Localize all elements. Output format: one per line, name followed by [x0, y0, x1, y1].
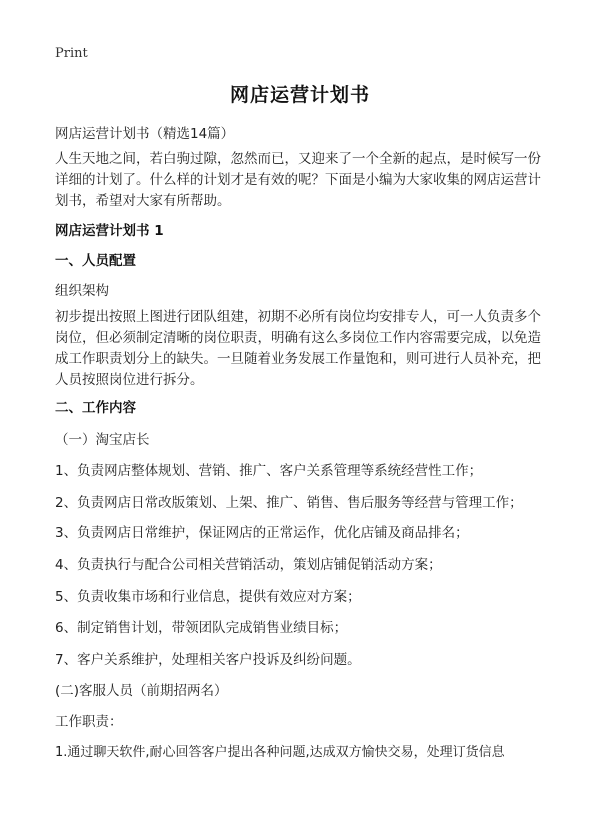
duty-item: 3、负责网店日常维护，保证网店的正常运作，优化店铺及商品排名； [55, 525, 469, 541]
duty-label: 工作职责： [55, 714, 123, 730]
org-line: 人员按照岗位进行拆分。 [55, 372, 204, 388]
org-line: 岗位，但必须制定清晰的岗位职责，明确有这么多岗位工作内容需要完成，以免造 [55, 330, 541, 346]
org-line: 初步提出按照上图进行团队组建，初期不必所有岗位均安排专人，可一人负责多个 [55, 309, 541, 325]
org-paragraph [55, 307, 555, 391]
cs-duty-line: 1.通过聊天软件,耐心回答客户提出各种问题,达成双方愉快交易，处理订货信息 [55, 745, 505, 760]
part-heading-staffing: 一、人员配置 [55, 253, 136, 269]
intro-line: 详细的计划了。什么样的计划才是有效的呢？下面是小编为大家收集的网店运营计 [55, 172, 541, 188]
intro-paragraph [55, 149, 555, 212]
duty-item: 4、负责执行与配合公司相关营销活动，策划店铺促销活动方案； [55, 557, 442, 573]
document-subtitle: 网店运营计划书（精选14篇） [55, 126, 235, 142]
document-title: 网店运营计划书 [229, 84, 370, 106]
org-label: 组织架构 [55, 283, 109, 299]
sub-heading-customer-service: (二)客服人员（前期招两名） [55, 683, 228, 699]
org-line: 成工作职责划分上的缺失。一旦随着业务发展工作量饱和，则可进行人员补充，把 [55, 351, 541, 367]
sub-heading-store-manager: （一）淘宝店长 [55, 432, 150, 448]
duty-item: 2、负责网店日常改版策划、上架、推广、销售、售后服务等经营与管理工作； [55, 495, 523, 511]
intro-line: 人生天地之间，若白驹过隙，忽然而已，又迎来了一个全新的起点，是时候写一份 [55, 151, 541, 167]
duty-item: 5、负责收集市场和行业信息，提供有效应对方案； [55, 589, 361, 605]
duty-item: 7、客户关系维护，处理相关客户投诉及纠纷问题。 [55, 652, 361, 668]
part-heading-work: 二、工作内容 [55, 400, 136, 416]
duty-item: 1、负责网店整体规划、营销、推广、客户关系管理等系统经营性工作； [55, 463, 483, 479]
section-heading: 网店运营计划书 1 [55, 223, 164, 239]
print-label: Print [55, 46, 88, 61]
intro-line: 划书，希望对大家有所帮助。 [55, 193, 231, 209]
duty-item: 6、制定销售计划，带领团队完成销售业绩目标； [55, 620, 348, 636]
